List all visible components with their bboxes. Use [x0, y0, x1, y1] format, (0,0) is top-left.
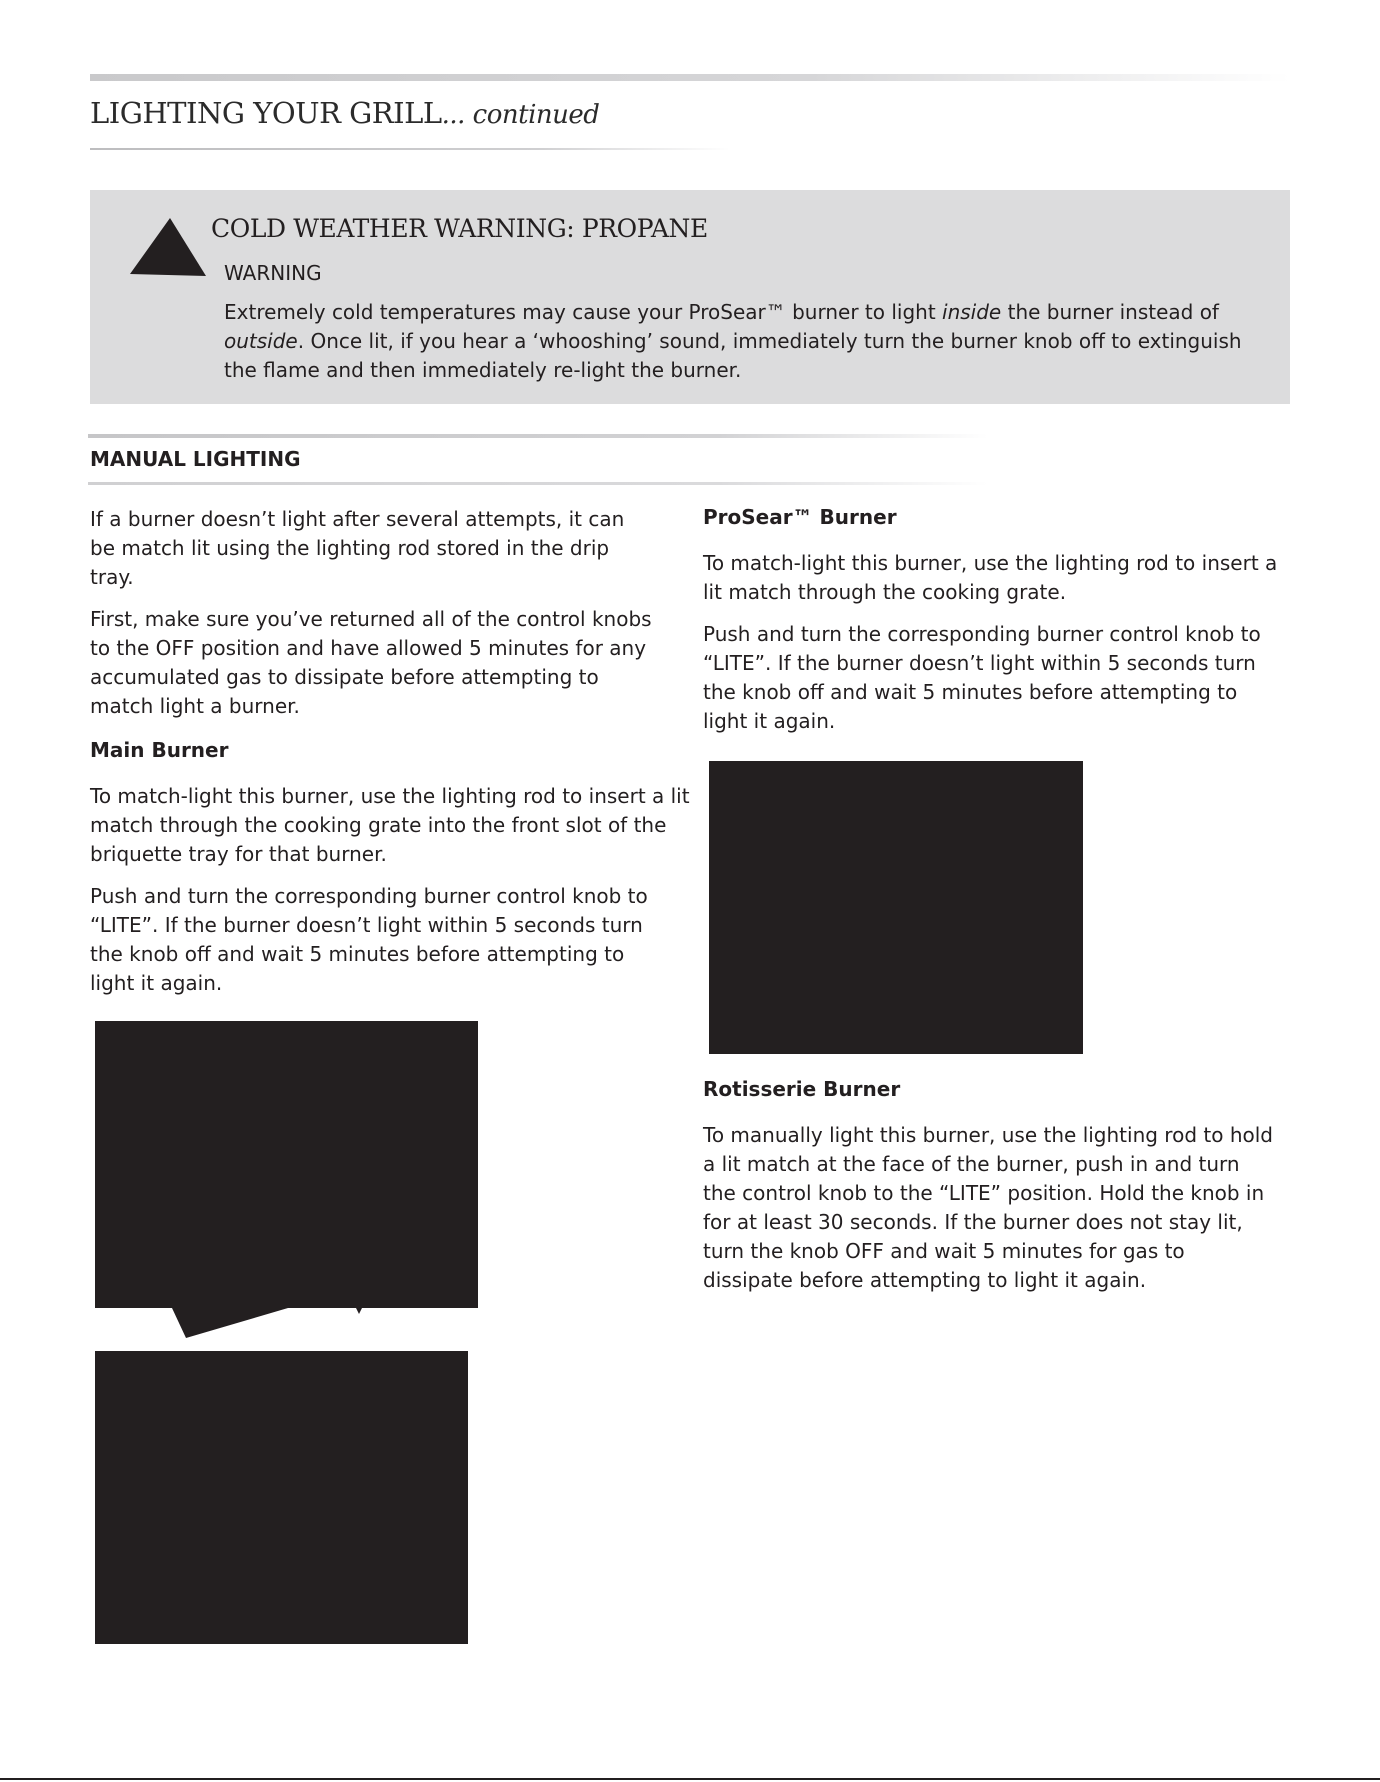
warning-text: Extremely cold temperatures may cause your ProSear™ burner to light inside the burner instead of outside. Once lit, if you hear a ‘whooshing’ sound, immediately turn the burner knob off to extinguish the flame and then immediately re-light the burner. [224, 300, 1242, 382]
prosear-burner-text-2: Push and turn the corresponding burner control knob to “LITE”. If the burner doesn’t light within 5 seconds turn the knob off and wait 5 minutes before attempting to light it again. [703, 622, 1261, 733]
rotisserie-burner-text: To manually light this burner, use the lighting rod to hold a lit match at the face of the burner, push in and turn the control knob to the “LITE” position. Hold the knob in for at least 30 seconds. If the burner does not stay lit, turn the knob OFF and wait 5 minutes for gas to dissipate before attempting to light it again. [703, 1123, 1273, 1292]
prosear-burner-text-1: To match-light this burner, use the lighting rod to insert a lit match through the cooking grate. [703, 551, 1278, 604]
header-top-rule [90, 74, 1290, 81]
cold-weather-warning-box [90, 190, 1290, 404]
warning-label: WARNING [224, 261, 322, 285]
section-top-rule [88, 434, 988, 438]
prosear-burner-heading: ProSear™ Burner [703, 505, 897, 529]
prosear-burner-illustration [709, 761, 1083, 1054]
manual-lighting-intro-1: If a burner doesn’t light after several attempts, it can be match lit using the lighting rod stored in the drip tray. [90, 507, 625, 589]
main-burner-illustration [95, 1021, 478, 1308]
warning-title: COLD WEATHER WARNING: PROPANE [211, 214, 708, 243]
main-burner-heading: Main Burner [90, 738, 229, 762]
illustration-fragment [170, 1300, 370, 1340]
main-burner-text-1: To match-light this burner, use the lighting rod to insert a lit match through the cooking grate into the front slot of the briquette tray for that burner. [90, 784, 690, 866]
section-bottom-rule [88, 482, 988, 485]
manual-lighting-intro-2: First, make sure you’ve returned all of the control knobs to the OFF position and have allowed 5 minutes for any accumulated gas to dissipate before attempting to match light a burner. [90, 607, 652, 718]
title-underline [90, 148, 730, 150]
rotisserie-burner-heading: Rotisserie Burner [703, 1077, 901, 1101]
main-burner-text-2: Push and turn the corresponding burner control knob to “LITE”. If the burner doesn’t light within 5 seconds turn the knob off and wait 5 minutes before attempting to light it again. [90, 884, 648, 995]
left-column [90, 505, 690, 998]
page-title-continued: ... continued [441, 100, 600, 130]
lighting-rod-illustration [95, 1351, 468, 1644]
right-column [703, 505, 1293, 736]
rotisserie-section [703, 1077, 1293, 1295]
warning-triangle-icon [130, 218, 206, 278]
manual-lighting-heading: MANUAL LIGHTING [90, 447, 301, 471]
page-bottom-rule [0, 1778, 1380, 1780]
page-title: LIGHTING YOUR GRILL... continued [90, 96, 600, 130]
